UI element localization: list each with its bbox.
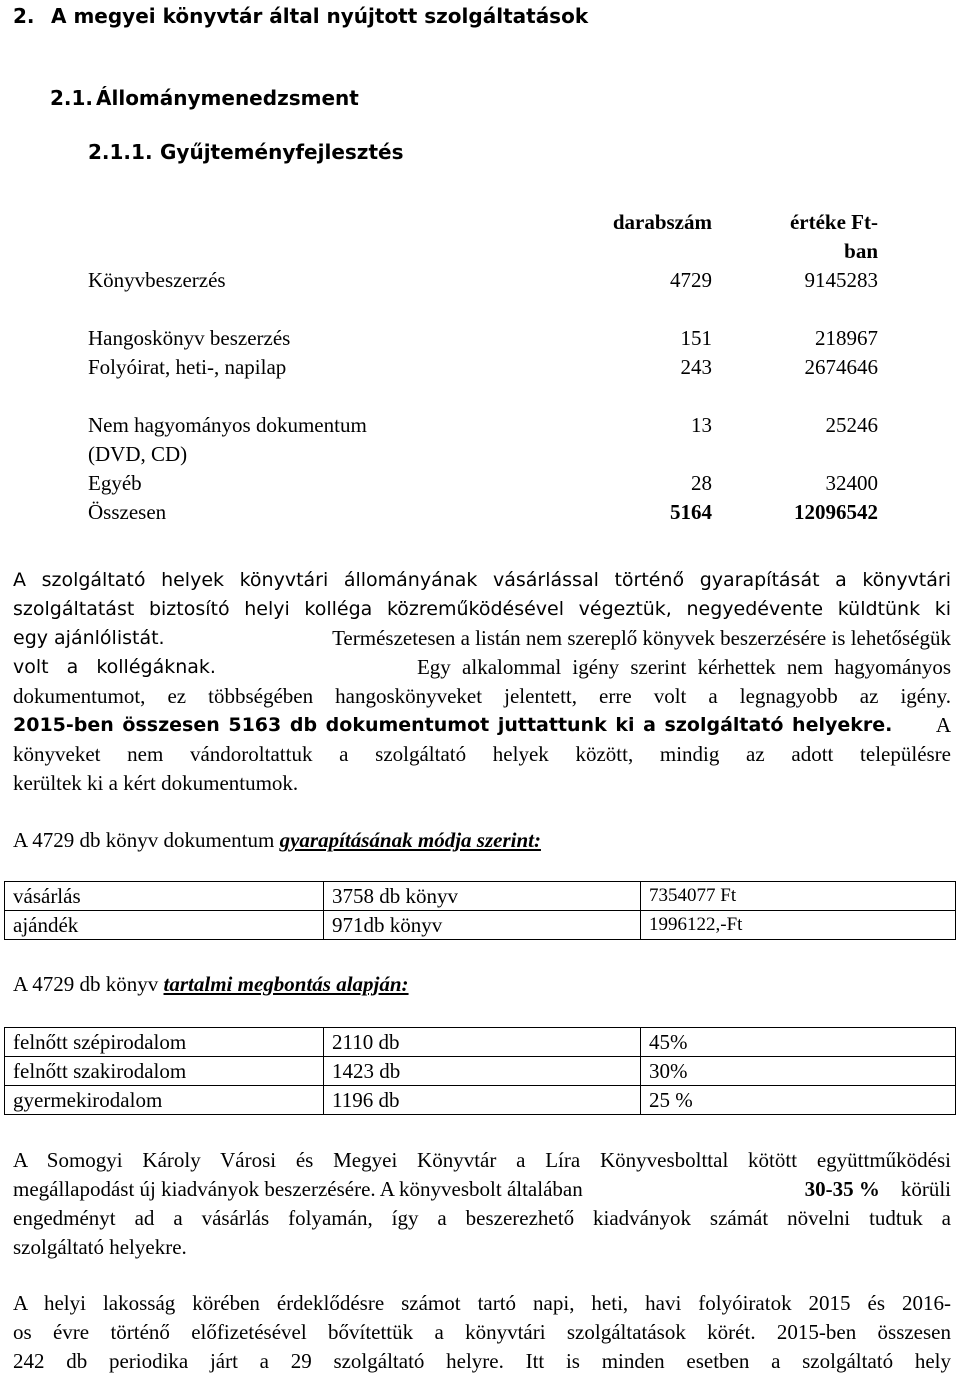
- table-row: [5, 1028, 956, 1057]
- row-label-line1: Nem hagyományos dokumentum: [88, 413, 367, 437]
- caption-text: A 4729 db könyv: [13, 972, 164, 996]
- acquisition-table: [88, 208, 878, 527]
- table-row: [5, 1086, 956, 1115]
- cell-quantity: 1196 db: [324, 1086, 641, 1115]
- total-value: 12096542: [794, 500, 878, 524]
- discount-range: 30-35 %: [804, 1177, 880, 1201]
- total-label: Összesen: [88, 500, 167, 524]
- paragraph-acquisition-continued: [13, 682, 951, 798]
- paragraph-line: [13, 624, 951, 653]
- cell-percent: 25 %: [641, 1086, 956, 1115]
- cell-quantity: 3758 db könyv: [324, 882, 641, 911]
- total-count: 5164: [670, 500, 712, 524]
- heading-number: 2.: [13, 4, 35, 28]
- cell-amount: 7354077 Ft: [641, 882, 956, 911]
- row-count: 28: [691, 471, 712, 495]
- table-row: [88, 469, 878, 498]
- table-row: [88, 411, 878, 469]
- acquisition-mode-table: [4, 881, 956, 940]
- row-label-line2: (DVD, CD): [88, 442, 188, 466]
- cell-quantity: 1423 db: [324, 1057, 641, 1086]
- paragraph-fragment: körüli: [900, 1177, 951, 1201]
- column-header-count: darabszám: [612, 210, 712, 234]
- paragraph-fragment: Egy alkalommal igény szerint kérhettek nem hagyományos: [416, 655, 951, 679]
- paragraph-fragment: volt a kollégáknak.: [13, 656, 216, 678]
- heading-text: A megyei könyvtár által nyújtott szolgáltatások: [51, 4, 589, 28]
- cell-type: felnőtt szakirodalom: [5, 1057, 324, 1086]
- paragraph-line: engedményt ad a vásárlás folyamán, így a beszerezhető kiadványok számát növelni tudtuk a: [13, 1206, 951, 1230]
- cell-type: vásárlás: [5, 882, 324, 911]
- table-row: [88, 324, 878, 353]
- cell-amount: 1996122,-Ft: [641, 911, 956, 940]
- cell-type: ajándék: [5, 911, 324, 940]
- row-value: 218967: [815, 326, 878, 350]
- caption-content-breakdown: [13, 970, 409, 998]
- table-row: [88, 266, 878, 295]
- caption-acquisition-mode: [13, 826, 541, 854]
- paragraph-fragment: Természetesen a listán nem szereplő könyvek beszerzésére is lehetőségük: [332, 626, 951, 650]
- row-label: Könyvbeszerzés: [88, 268, 226, 292]
- paragraph-line: kerültek ki a kért dokumentumok.: [13, 771, 299, 795]
- paragraph-periodicals: [13, 1289, 951, 1376]
- paragraph-line-bold: [13, 711, 951, 740]
- row-value: 9145283: [804, 268, 878, 292]
- row-label: Folyóirat, heti-, napilap: [88, 355, 287, 379]
- table-row: [5, 911, 956, 940]
- paragraph-line: A Somogyi Károly Városi és Megyei Könyvtár a Líra Könyvesbolttal kötött együttműködési: [13, 1148, 951, 1172]
- row-count: 13: [691, 413, 712, 437]
- paragraph-line: A szolgáltató helyek könyvtári állományának vásárlással történő gyarapítását a könyvtári: [13, 569, 951, 591]
- paragraph-acquisition: [13, 566, 951, 624]
- paragraph-line: szolgáltató helyekre.: [13, 1235, 187, 1259]
- table-total-row: [88, 498, 878, 527]
- heading-level-3: [88, 140, 403, 164]
- paragraph-line: könyveket nem vándoroltattuk a szolgáltató helyek között, mindig az adott településre: [13, 742, 951, 766]
- content-breakdown-table: [4, 1027, 956, 1115]
- caption-emphasis: tartalmi megbontás alapján:: [163, 972, 409, 996]
- row-value: 32400: [825, 471, 878, 495]
- paragraph-line: [13, 1175, 951, 1204]
- paragraph-line: dokumentumot, ez többségében hangoskönyveket jelentett, erre volt a legnagyobb az igény.: [13, 684, 951, 708]
- column-header-value-line1: értéke Ft-: [789, 210, 878, 234]
- table-row: [5, 1057, 956, 1086]
- caption-text: A 4729 db könyv dokumentum: [13, 828, 280, 852]
- heading-text: Gyűjteményfejlesztés: [160, 140, 404, 164]
- heading-number: 2.1.1.: [88, 140, 153, 164]
- column-header-value-line2: ban: [844, 239, 878, 263]
- cell-quantity: 2110 db: [324, 1028, 641, 1057]
- heading-text: Állománymenedzsment: [96, 86, 359, 110]
- row-count: 4729: [670, 268, 712, 292]
- row-label: Hangoskönyv beszerzés: [88, 326, 291, 350]
- cell-type: gyermekirodalom: [5, 1086, 324, 1115]
- heading-level-1: [13, 4, 588, 28]
- cell-percent: 45%: [641, 1028, 956, 1057]
- bold-statement: 2015-ben összesen 5163 db dokumentumot juttattunk ki a szolgáltató helyekre.: [13, 714, 893, 736]
- row-label: Egyéb: [88, 471, 142, 495]
- paragraph-fragment: A: [935, 713, 951, 737]
- row-count: 151: [680, 326, 712, 350]
- table-row: [88, 353, 878, 382]
- table-header-row: [88, 208, 878, 266]
- row-value: 2674646: [804, 355, 878, 379]
- row-label: [88, 411, 558, 469]
- paragraph-fragment: megállapodást új kiadványok beszerzésére. A könyvesbolt általában: [13, 1177, 583, 1201]
- paragraph-line: [13, 653, 951, 682]
- paragraph-fragment: egy ajánlólistát.: [13, 627, 165, 649]
- paragraph-line: os évre történő előfizetésével bővítettük a könyvtári szolgáltatások körét. 2015-ben összesen: [13, 1320, 951, 1344]
- cell-quantity: 971db könyv: [324, 911, 641, 940]
- heading-level-2: [50, 86, 359, 110]
- paragraph-line: 242 db periodika járt a 29 szolgáltató helyre. Itt is minden esetben a szolgáltató hely: [13, 1349, 951, 1373]
- cell-type: felnőtt szépirodalom: [5, 1028, 324, 1057]
- paragraph-line: szolgáltatást biztosító helyi kolléga közreműködésével végeztük, negyedévente küldtünk ki: [13, 598, 951, 620]
- caption-emphasis: gyarapításának módja szerint:: [279, 828, 541, 852]
- column-header-value: [712, 208, 878, 266]
- table-row: [5, 882, 956, 911]
- heading-number: 2.1.: [50, 86, 94, 110]
- row-value: 25246: [825, 413, 878, 437]
- paragraph-line: A helyi lakosság körében érdeklődésre számot tartó napi, heti, havi folyóiratok 2015 és 2016-: [13, 1291, 951, 1315]
- row-count: 243: [680, 355, 712, 379]
- cell-percent: 30%: [641, 1057, 956, 1086]
- paragraph-lira-agreement: [13, 1146, 951, 1262]
